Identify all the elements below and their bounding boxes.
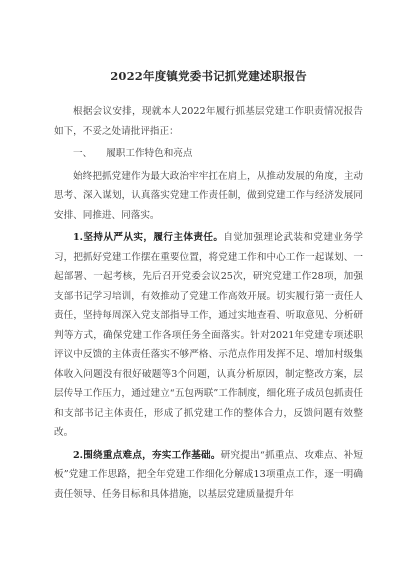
document-title: 2022年度镇党委书记抓党建述职报告 [110,69,307,83]
section-heading [54,144,363,164]
item-1-paragraph [54,228,363,443]
item-2-paragraph [54,446,363,505]
section-number: 一、 [73,148,93,159]
item-1-body: 自觉加强理论武装和党建业务学习，把抓好党建工作摆在重要位置，将党建工作和中心工作一起谋划、一起部署、一起考核，先后召开党委会议25次，研究党建工作28项，加强支部书记学习培训，有效推动了党建工作高效开展。切实履行第一责任人责任，坚持每周深入党支部指导工作，通过实地查看、听取意见、分析研判等方式，确保党建工作各项任务全面落实。针对2021年党建专项述职评议中反馈的主体责任落实不够严格、示范点作用发挥不足、增加村级集体收入问题没有很好破题等3个问题，认真分析原因，制定整改方案，层层传导工作压力，通过建立“五包两联”工作制度，细化班子成员包抓责任和支部书记主体责任，形成了抓党建工作的整体合力，反馈问题有效整改。 [54,232,364,438]
intro-paragraph: 根据会议安排，现就本人2022年履行抓基层党建工作职责情况报告如下，不妥之处请批评指正： [54,106,363,137]
item-1-lead: 1.坚持从严从实，履行主体责任。 [73,232,224,243]
overview-paragraph: 始终把抓党建作为最大政治牢牢扛在肩上，从推动发展的角度，主动思考、深入谋划，认真落实党建工作责任制，做到党建工作与经济发展同安排、同推进、同落实。 [54,170,363,221]
item-2-body: 研究提出“抓重点、攻难点、补短板”党建工作思路，把全年党建工作细化分解成13项重点工作，逐一明确责任领导、任务目标和具体措施，以基层党建质量提升年 [54,449,364,500]
section-title: 履职工作特色和亮点 [106,148,193,159]
item-2-lead: 2.围绕重点难点，夯实工作基础。 [73,449,221,461]
